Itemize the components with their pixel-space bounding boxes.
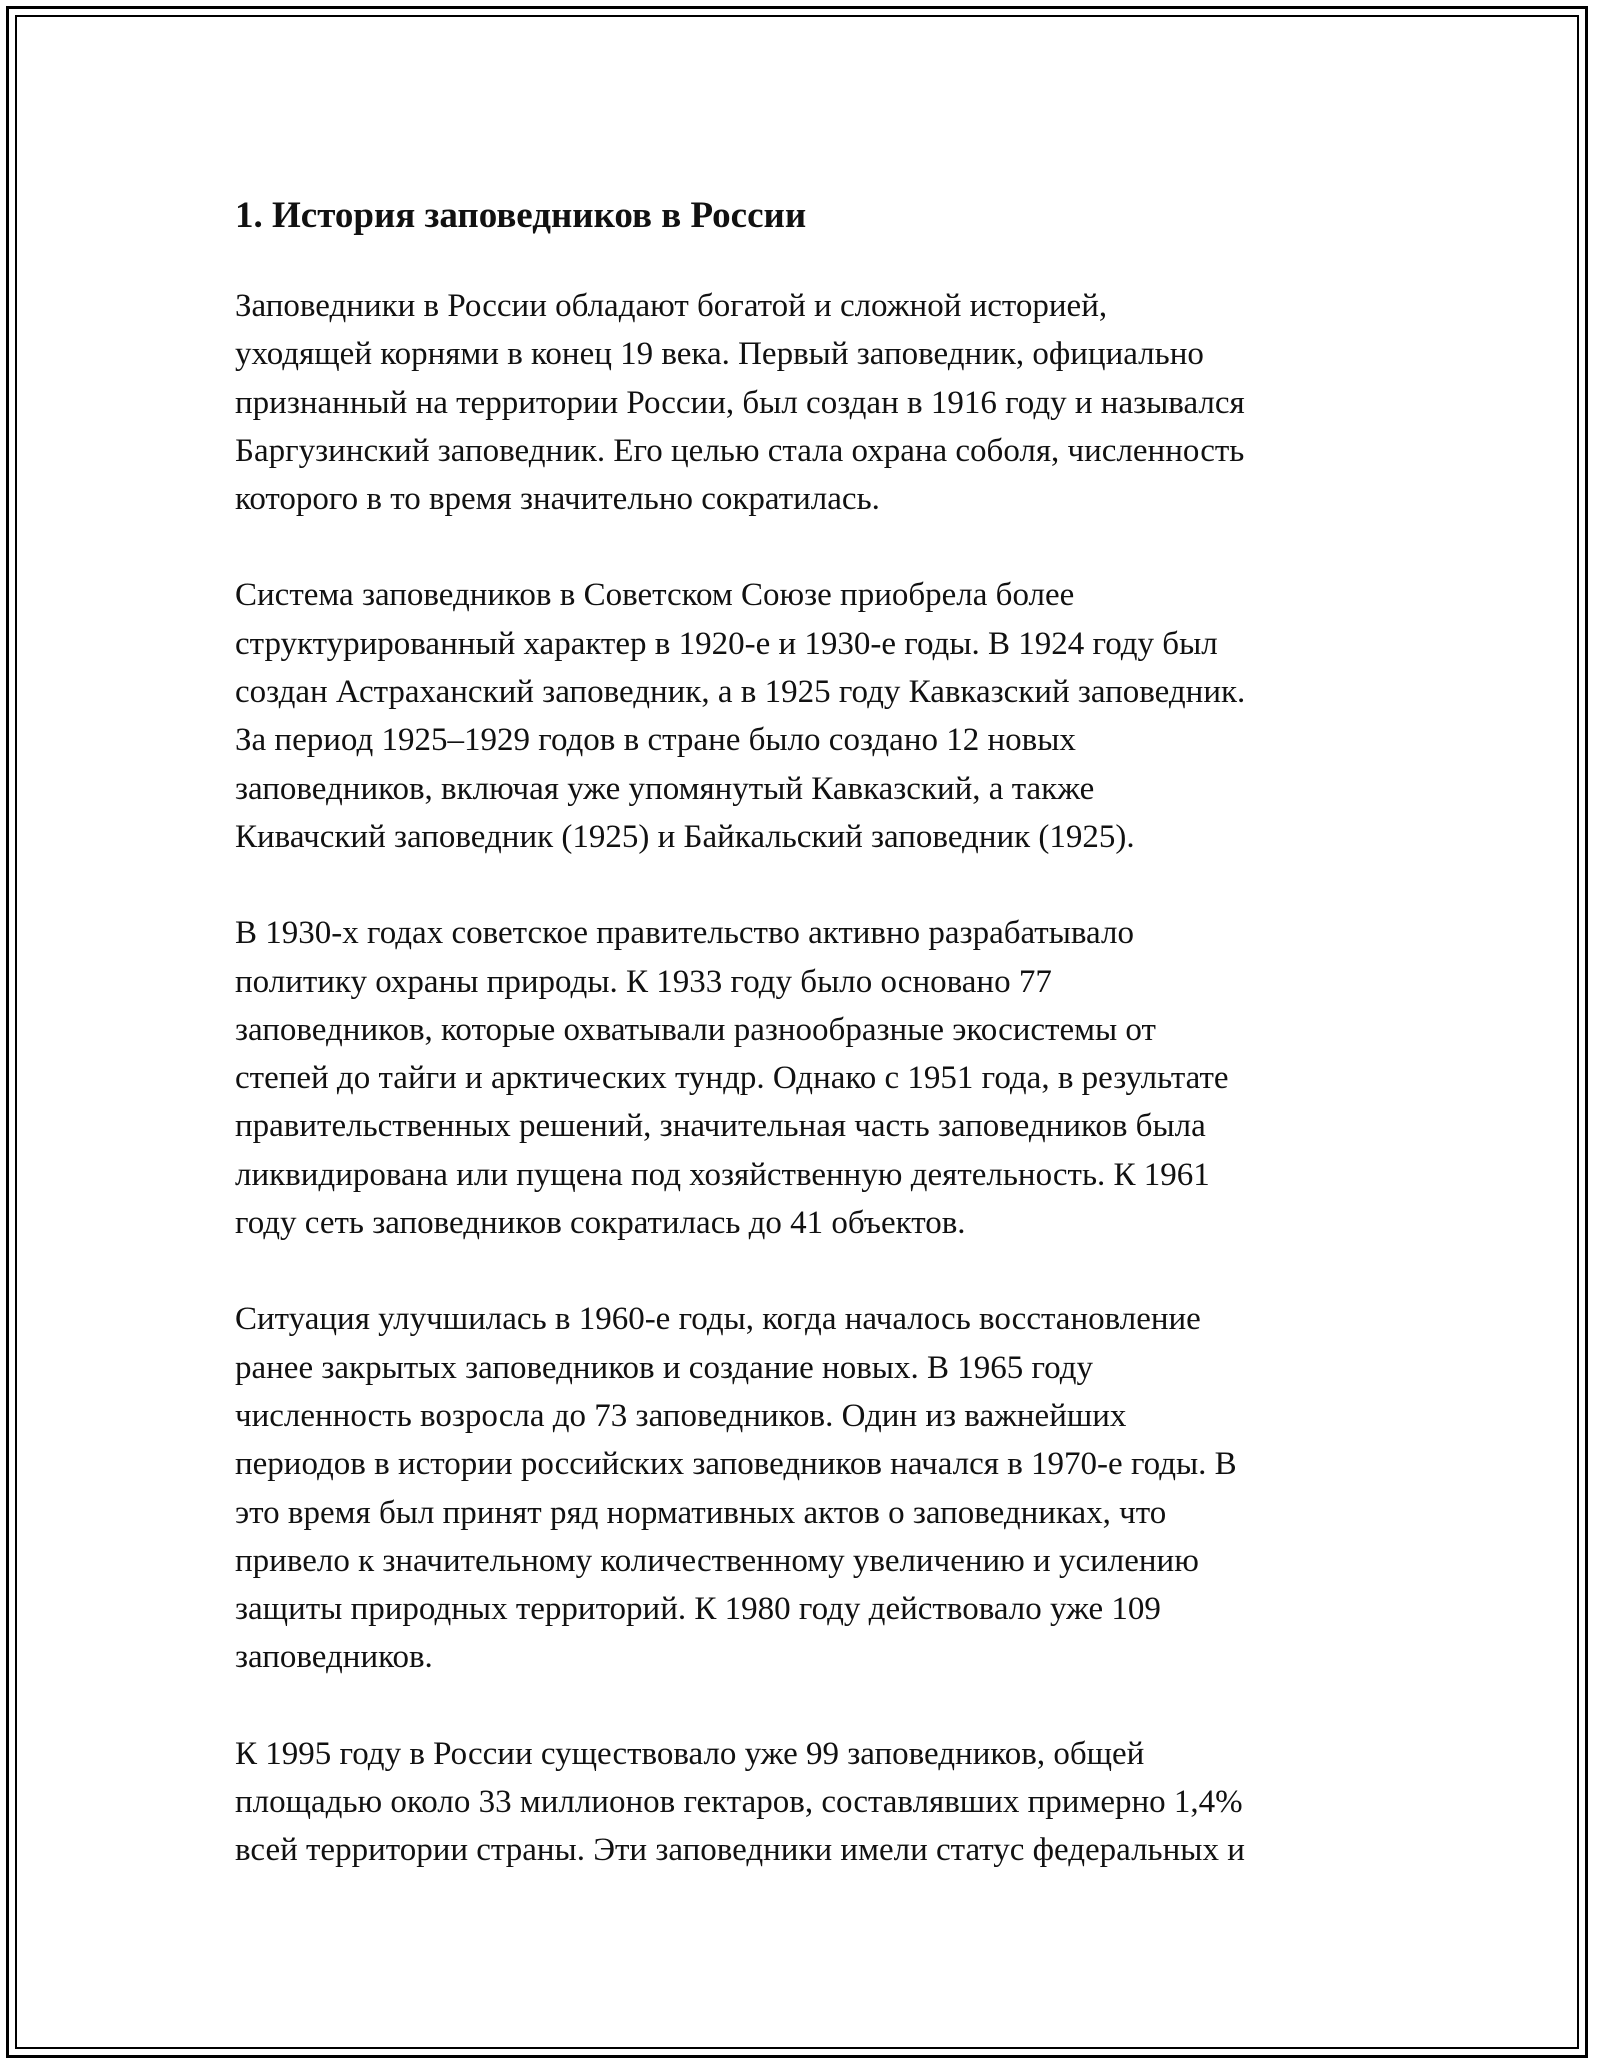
text-line: ликвидирована или пущена под хозяйственную деятельность. К 1961 <box>235 1156 1210 1193</box>
text-line: защиты природных территорий. К 1980 году действовало уже 109 <box>235 1591 1161 1628</box>
text-line: заповедников, включая уже упомянутый Кавказский, а также <box>235 770 1095 807</box>
paragraph-2 <box>235 571 1375 861</box>
text-line: Заповедники в России обладают богатой и сложной историей, <box>235 288 1108 324</box>
document-body <box>235 180 1375 1923</box>
text-line: уходящей корнями в конец 19 века. Первый заповедник, официально <box>235 336 1204 373</box>
text-line: политику охраны природы. К 1933 году было основано 77 <box>235 963 1052 1000</box>
text-line: которого в то время значительно сократилась. <box>235 481 880 518</box>
text-line: признанный на территории России, был создан в 1916 году и назывался <box>235 384 1245 421</box>
text-line: Баргузинский заповедник. Его целью стала охрана соболя, численность <box>235 432 1245 469</box>
text-line: Кивачский заповедник (1925) и Байкальский заповедник (1925). <box>235 818 1135 855</box>
text-line: всей территории страны. Эти заповедники имели статус федеральных и <box>235 1832 1245 1869</box>
section-heading: 1. История заповедников в России <box>235 195 807 236</box>
text-line: это время был принят ряд нормативных актов о заповедниках, что <box>235 1494 1167 1531</box>
text-line: привело к значительному количественному увеличению и усилению <box>235 1542 1199 1579</box>
text-line: году сеть заповедников сократилась до 41 объектов. <box>235 1205 966 1242</box>
text-line: К 1995 году в России существовало уже 99 заповедников, общей <box>235 1735 1145 1772</box>
text-line: Система заповедников в Советском Союзе приобрела более <box>235 577 1075 614</box>
text-line: степей до тайги и арктических тундр. Однако с 1951 года, в результате <box>235 1060 1229 1097</box>
text-line: численность возросла до 73 заповедников. Один из важнейших <box>235 1397 1127 1434</box>
paragraph-4 <box>235 1295 1375 1681</box>
text-line: площадью около 33 миллионов гектаров, составлявших примерно 1,4% <box>235 1784 1243 1821</box>
paragraph-5 <box>235 1730 1375 1875</box>
text-line: В 1930-х годах советское правительство активно разрабатывало <box>235 915 1134 952</box>
text-line: заповедников. <box>235 1639 433 1676</box>
text-line: За период 1925–1929 годов в стране было создано 12 новых <box>235 722 1076 759</box>
text-line: Ситуация улучшилась в 1960-е годы, когда началось восстановление <box>235 1301 1201 1338</box>
text-line: создан Астраханский заповедник, а в 1925 году Кавказский заповедник. <box>235 674 1246 711</box>
text-line: заповедников, которые охватывали разнообразные экосистемы от <box>235 1011 1156 1048</box>
text-line: периодов в истории российских заповедников начался в 1970-е годы. В <box>235 1446 1237 1483</box>
text-line: структурированный характер в 1920-е и 1930-е годы. В 1924 году был <box>235 625 1218 662</box>
text-line: правительственных решений, значительная часть заповедников была <box>235 1108 1206 1145</box>
paragraph-3 <box>235 909 1375 1247</box>
paragraph-1 <box>235 282 1375 523</box>
text-line: ранее закрытых заповедников и создание новых. В 1965 году <box>235 1349 1094 1386</box>
